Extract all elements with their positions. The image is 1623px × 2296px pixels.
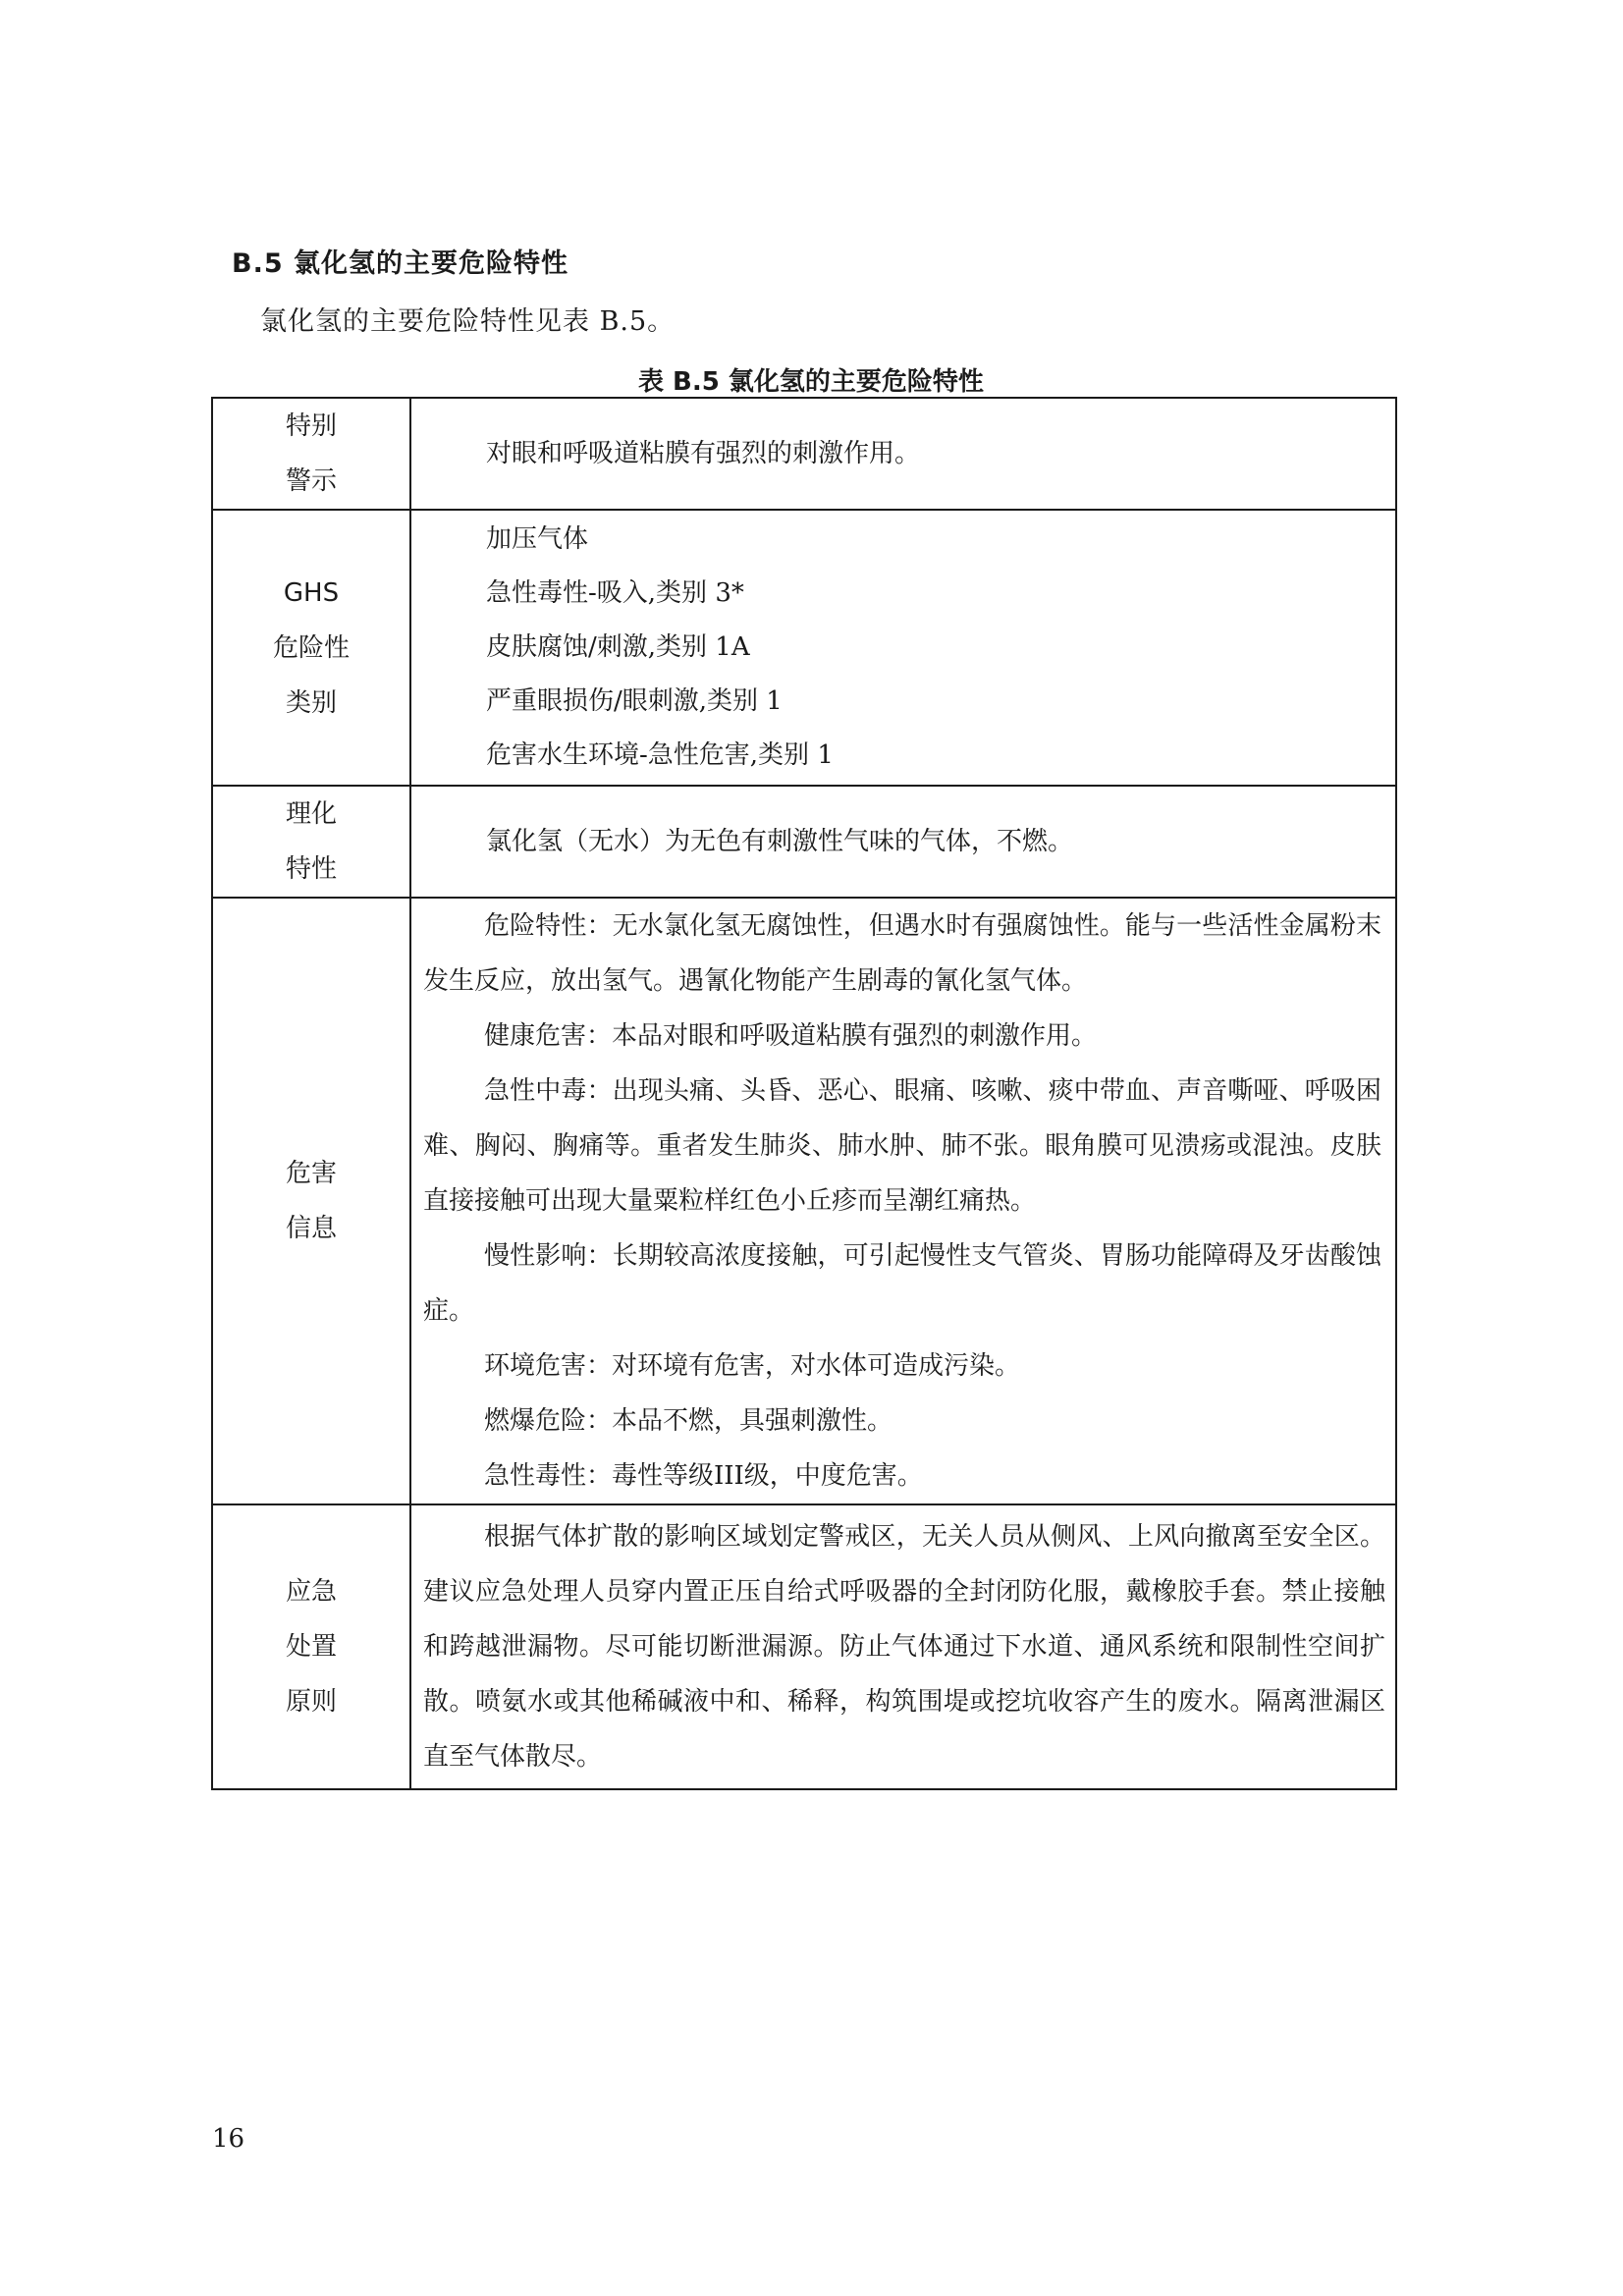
row-label (212, 1504, 410, 1789)
row-content (410, 398, 1396, 510)
hazard-paragraph: 急性中毒：出现头痛、头昏、恶心、眼痛、咳嗽、痰中带血、声音嘶哑、呼吸困难、胸闷、胸痛等。重者发生肺炎、肺水肿、肺不张。眼角膜可见溃疡或混浊。皮肤直接接触可出现大量粟粒样红色小丘疹而呈潮红痛热。 (423, 1076, 1381, 1216)
row-label (212, 786, 410, 898)
label-line: 原则 (285, 1687, 337, 1717)
label-line: 危险性 (272, 632, 350, 663)
hazard-paragraph: 环境危害：对环境有危害，对水体可造成污染。 (484, 1351, 1021, 1381)
table-caption: 表 B.5 氯化氢的主要危险特性 (638, 367, 984, 397)
label-line: 特性 (285, 854, 337, 884)
hazard-paragraph: 危险特性：无水氯化氢无腐蚀性，但遇水时有强腐蚀性。能与一些活性金属粉末发生反应，放出氢气。遇氰化物能产生剧毒的氰化氢气体。 (423, 911, 1381, 996)
label-line: 处置 (285, 1632, 337, 1662)
table-row-special-warning (212, 398, 1396, 510)
label-line: 特别 (285, 411, 337, 441)
special-warning-text: 对眼和呼吸道粘膜有强烈的刺激作用。 (486, 439, 921, 468)
label-line: 应急 (285, 1577, 337, 1607)
table-row-hazard-info (212, 898, 1396, 1504)
row-content (410, 1504, 1396, 1789)
hazard-paragraph: 急性毒性：毒性等级III级，中度危害。 (484, 1461, 923, 1491)
label-line: 信息 (285, 1214, 337, 1243)
intro-paragraph: 氯化氢的主要危险特性见表 B.5。 (260, 306, 676, 337)
row-label (212, 898, 410, 1504)
hazard-paragraph: 慢性影响：长期较高浓度接触，可引起慢性支气管炎、胃肠功能障碍及牙齿酸蚀症。 (423, 1241, 1381, 1326)
row-content (410, 510, 1396, 786)
section-heading: B.5 氯化氢的主要危险特性 (232, 248, 569, 279)
ghs-category: 皮肤腐蚀/刺激,类别 1A (486, 632, 750, 662)
ghs-category: 加压气体 (486, 524, 589, 554)
ghs-category: 急性毒性-吸入,类别 3* (486, 578, 744, 608)
emergency-text: 根据气体扩散的影响区域划定警戒区，无关人员从侧风、上风向撤离至安全区。建议应急处理人员穿内置正压自给式呼吸器的全封闭防化服，戴橡胶手套。禁止接触和跨越泄漏物。尽可能切断泄漏源。防止气体通过下水道、通风系统和限制性空间扩散。喷氨水或其他稀碱液中和、稀释，构筑围堤或挖坑收容产生的废水。隔离泄漏区直至气体散尽。 (423, 1522, 1385, 1772)
physicochemical-text: 氯化氢（无水）为无色有刺激性气味的气体，不燃。 (486, 827, 1074, 856)
hazard-paragraph: 健康危害：本品对眼和呼吸道粘膜有强烈的刺激作用。 (484, 1021, 1098, 1051)
ghs-category: 严重眼损伤/眼刺激,类别 1 (486, 686, 783, 716)
page-number: 16 (212, 2124, 245, 2154)
label-line: 危害 (285, 1159, 337, 1188)
label-line: 理化 (285, 799, 337, 829)
row-content (410, 898, 1396, 1504)
ghs-category: 危害水生环境-急性危害,类别 1 (486, 740, 834, 770)
table-row-physicochemical (212, 786, 1396, 898)
hazard-paragraph: 燃爆危险：本品不燃，具强刺激性。 (484, 1406, 893, 1436)
row-label (212, 398, 410, 510)
label-line: 类别 (285, 687, 337, 718)
table-row-emergency (212, 1504, 1396, 1789)
table-row-ghs (212, 510, 1396, 786)
label-line: 警示 (285, 466, 337, 496)
row-content (410, 786, 1396, 898)
label-line: GHS (283, 577, 340, 608)
row-label (212, 510, 410, 786)
hazard-table (211, 397, 1397, 1790)
